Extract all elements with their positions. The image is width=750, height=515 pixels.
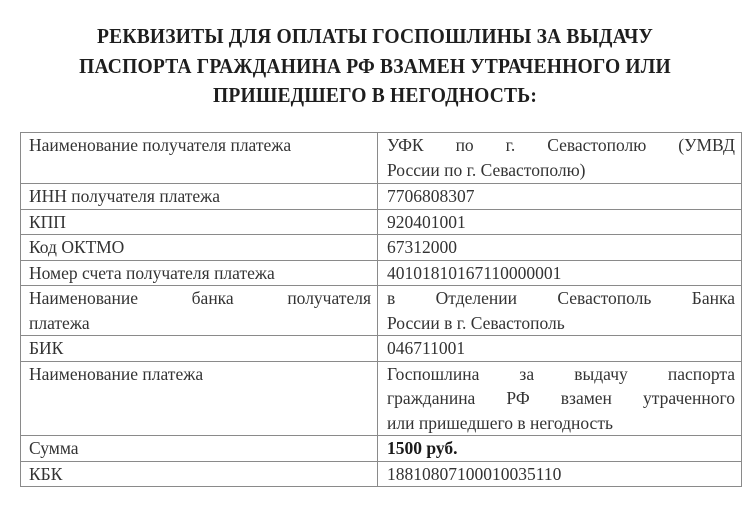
row-value: 40101810167110000001 [378,260,742,286]
row-value: 920401001 [378,209,742,235]
table-row-recipient-name [21,133,742,184]
row-value: 67312000 [378,235,742,261]
row-label: БИК [21,336,378,362]
row-label: КБК [21,461,378,487]
value-line: Госпошлина за выдачу паспорта [387,363,735,384]
label-line: платежа [29,312,90,333]
table-row-account-number [21,260,742,286]
table-row-amount [21,436,742,462]
row-value [378,286,742,336]
table-row-inn [21,184,742,210]
row-value-amount: 1500 руб. [378,436,742,462]
row-value [378,361,742,436]
row-label: Наименование платежа [21,361,378,436]
row-value [378,133,742,184]
payment-details-table [20,132,742,487]
value-line: гражданина РФ взамен утраченного [387,388,735,408]
row-label [21,286,378,336]
table-row-kpp [21,209,742,235]
row-value: 7706808307 [378,184,742,210]
title-line: РЕКВИЗИТЫ ДЛЯ ОПЛАТЫ ГОСПОШЛИНЫ ЗА ВЫДАЧУ [97,24,653,48]
table-row-bik [21,336,742,362]
title-line: ПРИШЕДШЕГО В НЕГОДНОСТЬ: [212,83,538,107]
row-value: 046711001 [378,336,742,362]
row-label: КПП [21,209,378,235]
value-line: в Отделении Севастополь Банка [387,288,735,308]
row-value: 18810807100010035110 [378,461,742,487]
row-label: ИНН получателя платежа [21,184,378,210]
row-label: Сумма [21,436,378,462]
value-line: УФК по г. Севастополю (УМВД [387,135,735,155]
label-line: Наименование банка получателя [29,288,371,308]
table-row-bank-name [21,286,742,336]
value-line: или пришедшего в негодность [387,412,613,433]
row-label: Наименование получателя платежа [21,133,378,184]
document-title [26,22,724,111]
row-label: Номер счета получателя платежа [21,260,378,286]
value-line: России по г. Севастополю) [387,159,586,180]
row-label: Код ОКТМО [21,235,378,261]
table-row-payment-purpose [21,361,742,436]
title-line: ПАСПОРТА ГРАЖДАНИНА РФ ВЗАМЕН УТРАЧЕННОГО ИЛИ [79,53,671,78]
table-row-kbk [21,461,742,487]
table-row-oktmo [21,235,742,261]
value-line: России в г. Севастополь [387,312,565,333]
